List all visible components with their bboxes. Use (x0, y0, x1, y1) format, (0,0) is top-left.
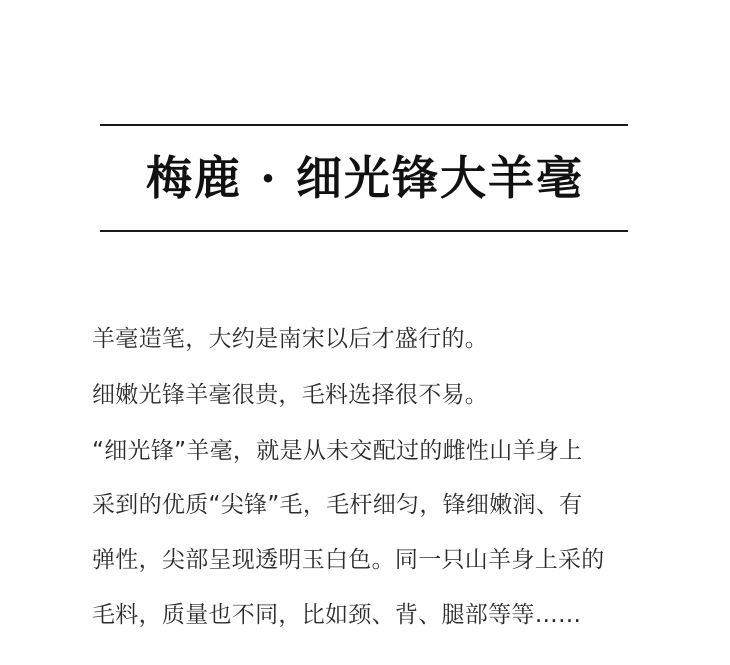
page-title: 梅鹿 · 细光锋大羊毫 (145, 151, 585, 205)
title-top-rule (100, 124, 628, 126)
paragraph-line: “细光锋”羊毫，就是从未交配过的雌性山羊身上 (92, 438, 583, 464)
paragraph-line: 毛料，质量也不同，比如颈、背、腿部等等…… (92, 602, 582, 628)
paragraph-line: 采到的优质“尖锋”毛，毛杆细匀，锋细嫩润、有 (92, 492, 583, 518)
title-bottom-rule (100, 230, 628, 232)
paragraph-line: 羊毫造笔，大约是南宋以后才盛行的。 (92, 326, 489, 352)
paragraph-line: 细嫩光锋羊毫很贵，毛料选择很不易。 (92, 382, 489, 408)
paragraph-line: 弹性，尖部呈现透明玉白色。同一只山羊身上采的 (92, 547, 605, 573)
